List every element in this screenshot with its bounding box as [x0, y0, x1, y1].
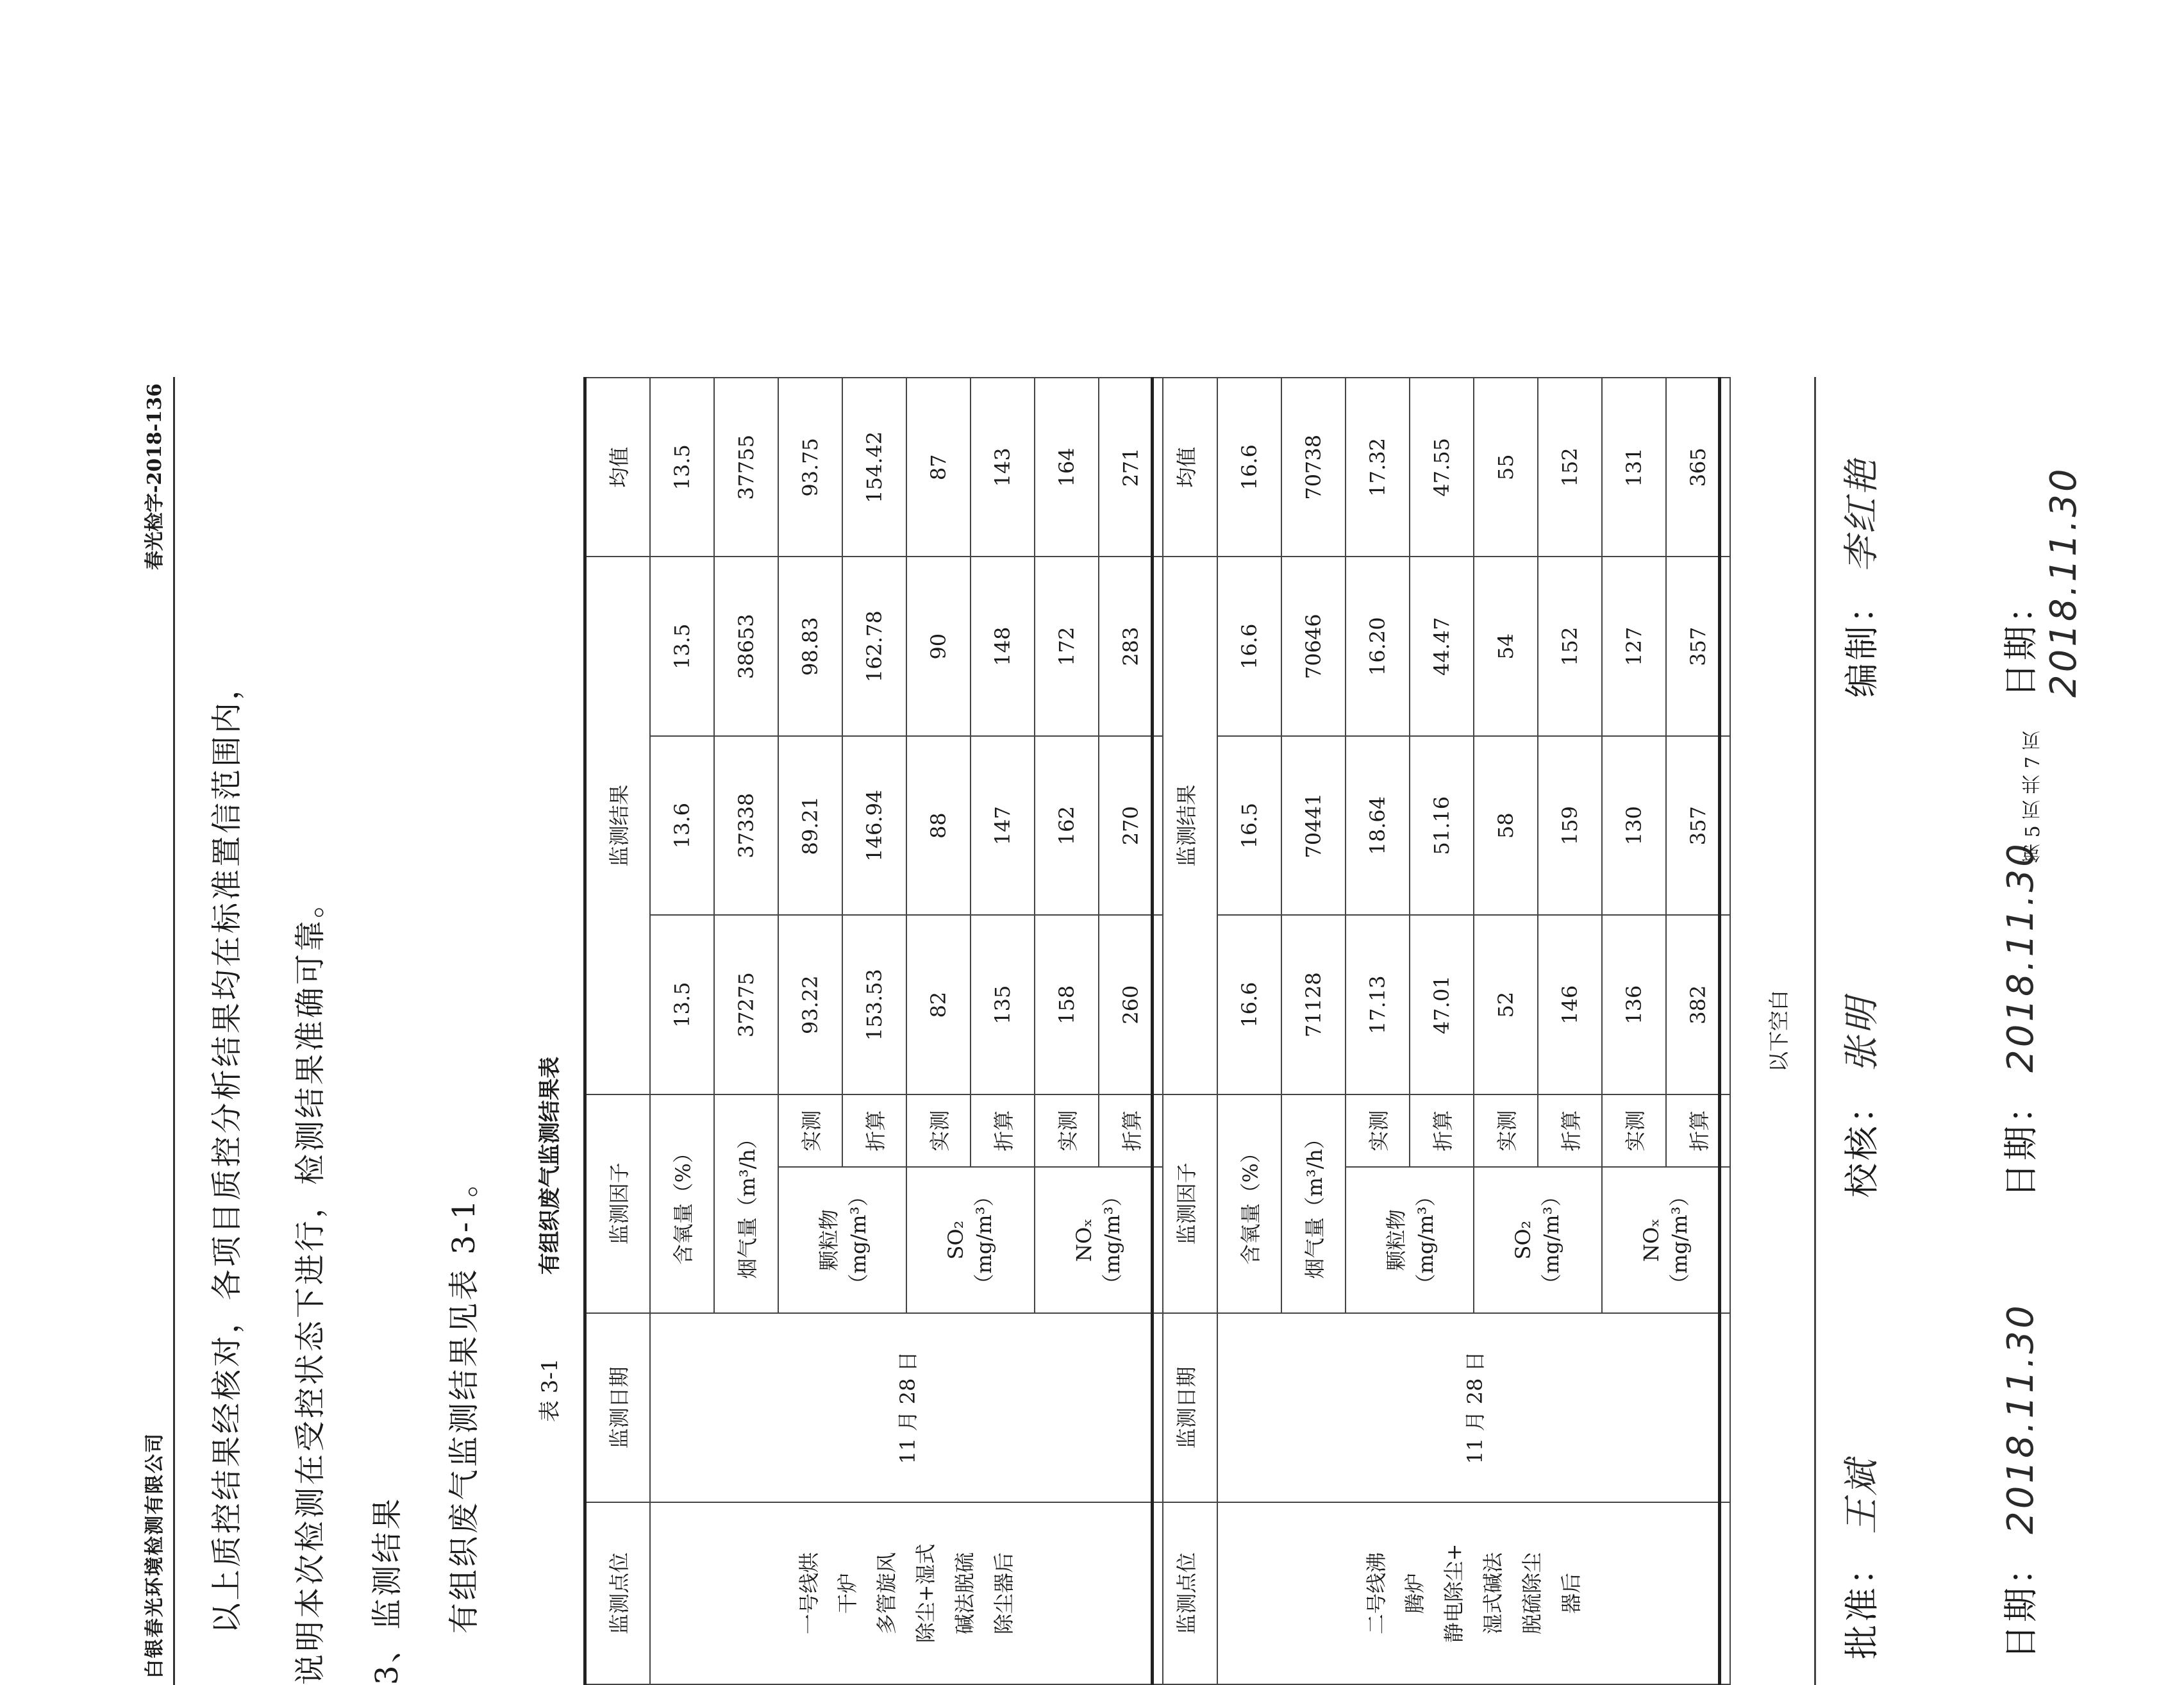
paragraph-results: 有组织废气监测结果见表 3-1。 [446, 1164, 482, 1634]
header-factor: 监测因子 [585, 1094, 651, 1313]
factor-sub: 折算 [1666, 1094, 1730, 1168]
report-number: 春光检字-2018-136 [144, 383, 166, 571]
site-line: 多管旋风 [874, 1552, 899, 1635]
check-date: 2018.11.30 [2000, 841, 2042, 1073]
value-cell: 52 [1474, 915, 1538, 1094]
mean-cell: 164 [1035, 378, 1099, 557]
header-factor: 监测因子 [1153, 1094, 1218, 1313]
value-cell: 159 [1538, 736, 1602, 915]
factor-flow: 烟气量（m³/h） [1281, 1094, 1346, 1313]
site-line: 除尘器后 [991, 1552, 1016, 1635]
factor-unit: （mg/m³） [1100, 1186, 1124, 1295]
mean-cell: 16.6 [1217, 378, 1281, 557]
mean-cell: 37755 [714, 378, 778, 557]
approve-label: 批准： [1842, 1548, 1882, 1659]
factor-sub: 折算 [971, 1094, 1035, 1168]
value-cell: 357 [1666, 736, 1730, 915]
value-cell: 283 [1099, 557, 1163, 736]
factor-name: NOₓ [1072, 1218, 1096, 1262]
value-cell: 147 [971, 736, 1035, 915]
mean-cell: 131 [1602, 378, 1666, 557]
page-header [135, 377, 175, 1685]
factor-sub: 实测 [1035, 1094, 1099, 1168]
factor-unit: （mg/m³） [846, 1186, 871, 1295]
value-cell: 82 [906, 915, 971, 1094]
value-cell: 172 [1035, 557, 1099, 736]
value-cell: 37275 [714, 915, 778, 1094]
site-line: 湿式碱法 [1481, 1552, 1505, 1635]
value-cell: 148 [971, 557, 1035, 736]
date-cell: 11 月 28 日 [1217, 1313, 1730, 1502]
value-cell: 13.5 [650, 557, 714, 736]
value-cell: 88 [906, 736, 971, 915]
date-label: 日期： [2001, 586, 2041, 698]
value-cell: 158 [1035, 915, 1099, 1094]
factor-name: SO₂ [944, 1220, 968, 1260]
header-results: 监测结果 [1153, 557, 1218, 1094]
site-line: 除尘+湿式 [913, 1543, 938, 1643]
date-label: 日期： [2001, 1086, 2041, 1198]
value-cell: 90 [906, 557, 971, 736]
value-cell: 47.01 [1410, 915, 1474, 1094]
value-cell: 152 [1538, 557, 1602, 736]
value-cell: 13.6 [650, 736, 714, 915]
site-line: 静电除尘+ [1442, 1543, 1467, 1643]
mean-cell: 87 [906, 378, 971, 557]
value-cell: 93.22 [778, 915, 842, 1094]
header-date: 监测日期 [1153, 1313, 1218, 1502]
factor-unit: （mg/m³） [1539, 1186, 1563, 1295]
factor-oxygen: 含氧量（%） [1217, 1094, 1281, 1313]
factor-unit: （mg/m³） [1413, 1186, 1438, 1295]
compile-signature: 李红艳 [1841, 457, 1883, 573]
mean-cell: 154.42 [842, 378, 906, 557]
factor-sub: 实测 [1346, 1094, 1410, 1168]
factor-sub: 实测 [778, 1094, 842, 1168]
factor-sub: 折算 [842, 1094, 906, 1168]
value-cell: 17.13 [1346, 915, 1410, 1094]
mean-cell: 365 [1666, 378, 1730, 557]
value-cell: 70646 [1281, 557, 1346, 736]
table-title: 有组织废气监测结果表 [537, 1057, 563, 1275]
value-cell: 130 [1602, 736, 1666, 915]
mean-cell: 17.32 [1346, 378, 1410, 557]
factor-oxygen: 含氧量（%） [650, 1094, 714, 1313]
date-cell: 11 月 28 日 [650, 1313, 1163, 1502]
check-signature: 张明 [1841, 995, 1883, 1073]
value-cell: 44.47 [1410, 557, 1474, 736]
value-cell: 260 [1099, 915, 1163, 1094]
page-number: 第 5 页 共 7 页 [2022, 731, 2044, 863]
factor-sub: 实测 [906, 1094, 971, 1168]
value-cell: 162 [1035, 736, 1099, 915]
factor-name: NOₓ [1639, 1218, 1663, 1262]
factor-sub: 折算 [1099, 1094, 1163, 1168]
value-cell: 127 [1602, 557, 1666, 736]
mean-cell: 271 [1099, 378, 1163, 557]
site-line: 腾炉 [1403, 1573, 1428, 1614]
date-label: 日期： [2001, 1548, 2041, 1659]
header-mean: 均值 [1153, 378, 1218, 557]
factor-sub: 折算 [1538, 1094, 1602, 1168]
value-cell: 38653 [714, 557, 778, 736]
value-cell: 18.64 [1346, 736, 1410, 915]
factor-unit: （mg/m³） [972, 1186, 996, 1295]
site-line: 二号线沸 [1363, 1552, 1388, 1635]
value-cell: 16.5 [1217, 736, 1281, 915]
value-cell: 153.53 [842, 915, 906, 1094]
factor-sub: 实测 [1602, 1094, 1666, 1168]
value-cell: 146 [1538, 915, 1602, 1094]
check-label: 校核： [1842, 1086, 1882, 1198]
factor-name: 颗粒物 [1384, 1209, 1408, 1271]
value-cell: 16.20 [1346, 557, 1410, 736]
header-mean: 均值 [585, 378, 651, 557]
value-cell: 70441 [1281, 736, 1346, 915]
value-cell: 270 [1099, 736, 1163, 915]
value-cell: 135 [971, 915, 1035, 1094]
mean-cell: 70738 [1281, 378, 1346, 557]
header-results: 监测结果 [585, 557, 651, 1094]
table-number: 表 3-1 [537, 1358, 563, 1422]
blank-note: 以下空白 [1767, 990, 1791, 1073]
value-cell: 16.6 [1217, 557, 1281, 736]
factor-sub: 折算 [1410, 1094, 1474, 1168]
value-cell: 146.94 [842, 736, 906, 915]
footer-layer [2019, 0, 2071, 1602]
factor-unit: （mg/m³） [1667, 1186, 1692, 1295]
header-site: 监测点位 [1153, 1502, 1218, 1684]
factor-name: 颗粒物 [817, 1209, 841, 1271]
value-cell: 357 [1666, 557, 1730, 736]
value-cell: 382 [1666, 915, 1730, 1094]
site-line: 脱硫除尘 [1519, 1552, 1544, 1635]
site-line: 碱法脱硫 [952, 1552, 977, 1635]
value-cell: 98.83 [778, 557, 842, 736]
value-cell: 71128 [1281, 915, 1346, 1094]
approve-signature: 王斌 [1841, 1457, 1883, 1534]
section-heading: 3、监测结果 [369, 1496, 405, 1685]
approve-date: 2018.11.30 [2000, 1303, 2042, 1534]
value-cell: 37338 [714, 736, 778, 915]
site-line: 一号线烘 [796, 1552, 821, 1635]
value-cell: 136 [1602, 915, 1666, 1094]
mean-cell: 93.75 [778, 378, 842, 557]
mean-cell: 143 [971, 378, 1035, 557]
value-cell: 89.21 [778, 736, 842, 915]
site-line: 器后 [1558, 1573, 1583, 1614]
value-cell: 162.78 [842, 557, 906, 736]
compile-label: 编制： [1842, 586, 1882, 698]
mean-cell: 152 [1538, 378, 1602, 557]
header-site: 监测点位 [585, 1502, 651, 1684]
value-cell: 16.6 [1217, 915, 1281, 1094]
header-date: 监测日期 [585, 1313, 651, 1502]
mean-cell: 55 [1474, 378, 1538, 557]
site-line: 干炉 [835, 1573, 860, 1614]
paragraph-qc-cont: 说明本次检测在受控状态下进行，检测结果准确可靠。 [292, 884, 328, 1685]
factor-name: SO₂ [1511, 1220, 1535, 1260]
value-cell: 58 [1474, 736, 1538, 915]
factor-flow: 烟气量（m³/h） [714, 1094, 778, 1313]
company-name: 白银春光环境检测有限公司 [144, 1432, 166, 1679]
mean-cell: 47.55 [1410, 378, 1474, 557]
mean-cell: 13.5 [650, 378, 714, 557]
value-cell: 54 [1474, 557, 1538, 736]
compile-date: 2018.11.30 [2043, 466, 2085, 698]
value-cell: 13.5 [650, 915, 714, 1094]
paragraph-qc: 以上质控结果经核对，各项目质控分析结果均在标准置信范围内， [209, 666, 245, 1634]
factor-sub: 实测 [1474, 1094, 1538, 1168]
value-cell: 51.16 [1410, 736, 1474, 915]
